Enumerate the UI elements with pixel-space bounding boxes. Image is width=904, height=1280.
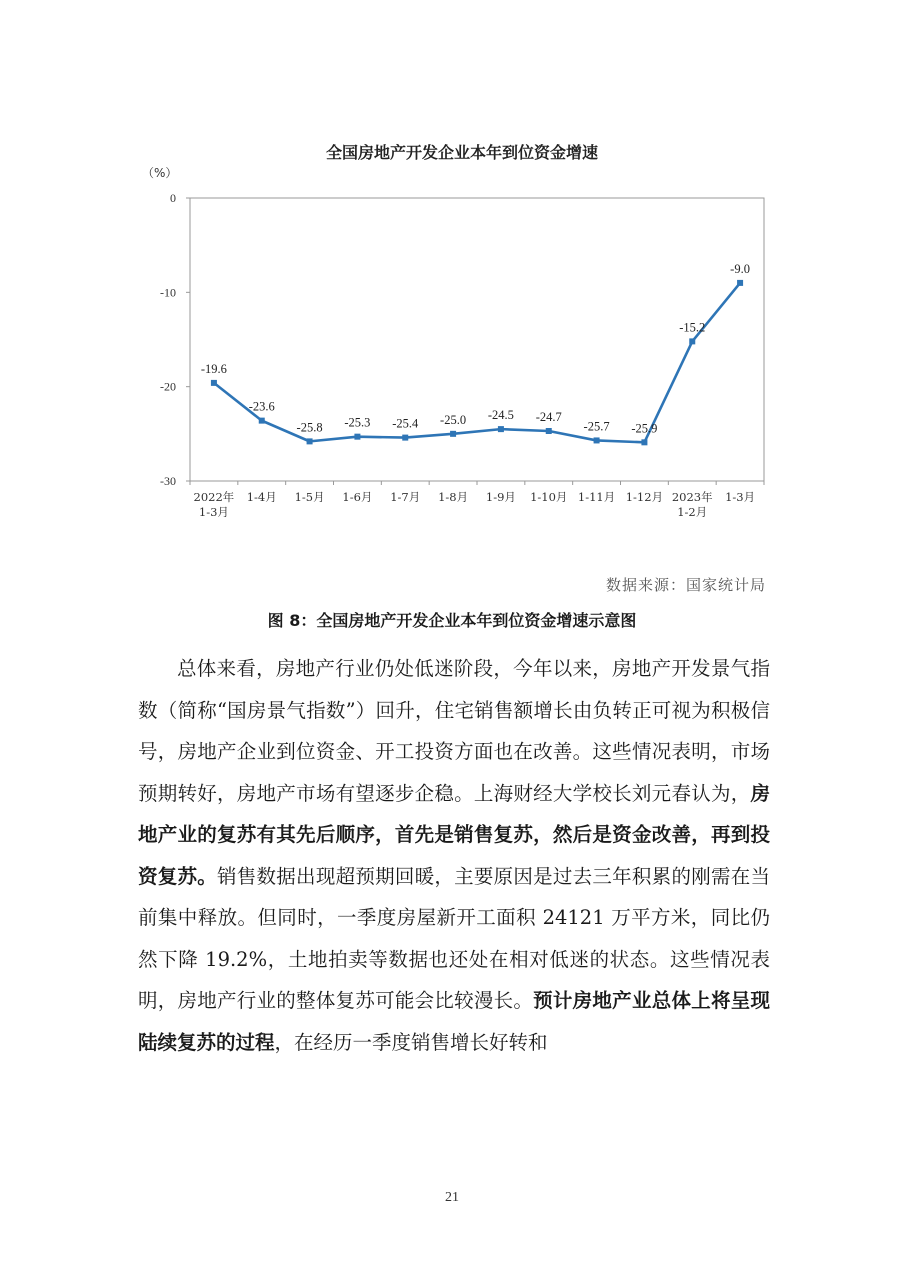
x-tick-label: 1-12月 (625, 490, 664, 504)
y-tick-label: -20 (160, 379, 176, 394)
x-tick-label: 1-5月 (294, 490, 325, 504)
data-point (354, 434, 360, 440)
x-tick-label: 1-11月 (577, 490, 616, 504)
data-label: -25.8 (296, 420, 323, 435)
page-number: 21 (445, 1190, 459, 1205)
data-source: 数据来源：国家统计局 (605, 576, 766, 594)
x-tick-label: 1-6月 (342, 490, 373, 504)
data-label: -23.6 (248, 399, 275, 414)
data-label: -25.3 (344, 415, 371, 430)
data-label: -9.0 (730, 261, 750, 276)
data-label: -24.7 (535, 410, 562, 425)
chart-plot-area (160, 191, 764, 519)
data-point (641, 439, 647, 445)
data-point (737, 280, 743, 286)
y-tick-label: -30 (160, 474, 176, 488)
y-tick-label: 0 (170, 191, 176, 205)
y-tick-label: -10 (160, 285, 176, 300)
x-tick-label: 1-3月 (725, 490, 756, 504)
x-tick-label: 2022年 (193, 490, 235, 504)
data-point (450, 431, 456, 437)
x-tick-label: 1-9月 (485, 490, 516, 504)
chart-title: 全国房地产开发企业本年到位资金增速 (325, 143, 599, 162)
figure-caption: 图 8：全国房地产开发企业本年到位资金增速示意图 (267, 611, 637, 630)
chart-svg (138, 122, 786, 550)
x-tick-label: 1-2月 (677, 505, 708, 519)
data-point (211, 380, 217, 386)
x-tick-label: 1-3月 (198, 505, 229, 519)
x-tick-label: 1-8月 (438, 490, 469, 504)
body-paragraph (138, 648, 770, 1063)
data-point (546, 428, 552, 434)
paragraph-text-1: 总体来看，房地产行业仍处低迷阶段，今年以来，房地产开发景气指数（简称“国房景气指数”）回升，住宅销售额增长由负转正可视为积极信号，房地产企业到位资金、开工投资方面也在改善。这些情况表明，市场预期转好，房地产市场有望逐步企稳。上海财经大学校长刘元春认为， (138, 657, 770, 805)
data-point (259, 418, 265, 424)
data-label: -15.2 (679, 320, 706, 335)
x-tick-label: 2023年 (671, 490, 713, 504)
data-label: -24.5 (487, 408, 514, 423)
data-point (498, 426, 504, 432)
x-tick-label: 1-4月 (246, 490, 277, 504)
data-point (307, 438, 313, 444)
data-point (402, 435, 408, 441)
data-label: -25.0 (440, 412, 467, 427)
x-tick-label: 1-10月 (530, 490, 568, 504)
series-line (214, 283, 740, 442)
paragraph-text-3: ，在经历一季度销售增长好转和 (274, 1030, 548, 1054)
data-point (689, 338, 695, 344)
data-label: -25.7 (583, 419, 610, 434)
data-label: -19.6 (200, 361, 227, 376)
y-unit-label: （%） (142, 166, 178, 180)
line-chart (138, 122, 786, 550)
plot-frame (190, 198, 764, 481)
paragraph-bold-1: 房地产业的复苏有其先后顺序，首先是销售复苏，然后是资金改善，再到投资复苏。 (138, 781, 770, 888)
x-tick-label: 1-7月 (390, 490, 421, 504)
paragraph-bold-2: 预计房地产业总体上将呈现陆续复苏的过程 (138, 989, 770, 1054)
data-label: -25.4 (392, 416, 419, 431)
paragraph-text-2: 销售数据出现超预期回暖，主要原因是过去三年积累的刚需在当前集中释放。但同时，一季度房屋新开工面积 24121 万平方米，同比仍然下降 19.2%，土地拍卖等数据也还处在相对低迷的状态。这些情况表明，房地产行业的整体复苏可能会比较漫长。 (138, 864, 770, 1012)
data-label: -25.9 (631, 421, 658, 436)
data-point (594, 437, 600, 443)
